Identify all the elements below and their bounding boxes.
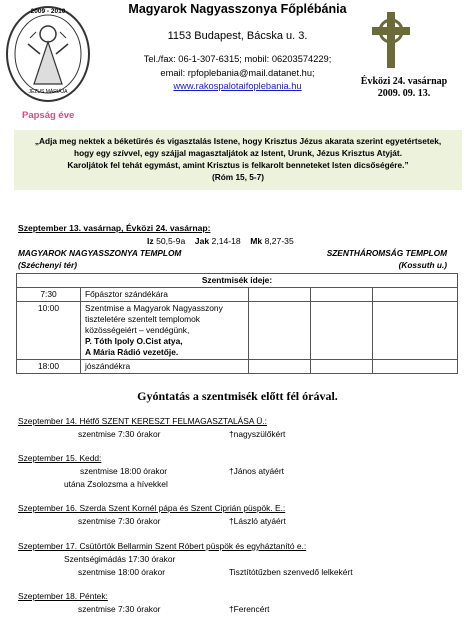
day-mass: szentmise 7:30 órakor bbox=[78, 429, 161, 439]
intention-line: tiszteletére szentelt templomok bbox=[85, 314, 200, 324]
table-row bbox=[17, 302, 458, 360]
church-left bbox=[18, 248, 181, 271]
reading-book: Jak bbox=[194, 236, 210, 246]
table-cell bbox=[311, 360, 373, 374]
day-mass: utána Zsolozsma a hívekkel bbox=[64, 479, 168, 489]
bulletin-date: 2009. 09. 13. bbox=[377, 88, 431, 99]
intention-line: Szentmise a Magyarok Nagyasszony bbox=[85, 303, 223, 313]
day-intention: †Ferencért bbox=[229, 604, 270, 614]
quote-box bbox=[14, 130, 462, 190]
readings bbox=[147, 236, 294, 246]
table-header: Szentmisék ideje: bbox=[17, 274, 458, 288]
day-mass: szentmise 18:00 órakor bbox=[80, 466, 168, 476]
church-left-name: MAGYAROK NAGYASSZONYA TEMPLOM bbox=[18, 248, 182, 258]
reading-ref: 8,27-35 bbox=[264, 236, 294, 246]
table-cell bbox=[373, 360, 458, 374]
liturgical-info bbox=[340, 76, 468, 100]
table-row bbox=[17, 360, 458, 374]
day-heading: Szeptember 14. Hétfő SZENT KERESZT FELMAGASZTALÁSA Ü.: bbox=[18, 416, 268, 426]
table-cell bbox=[373, 302, 458, 360]
day-intention: †János atyáért bbox=[229, 466, 284, 476]
table-cell bbox=[249, 360, 311, 374]
day-mass: szentmise 18:00 órakor bbox=[78, 567, 166, 577]
phone-text: Tel./fax: 06-1-307-6315; mobil: 06203574229; bbox=[143, 54, 332, 64]
parish-address: 1153 Budapest, Bácska u. 3. bbox=[167, 30, 308, 42]
table-header-row bbox=[17, 274, 458, 288]
day-heading: Szeptember 17. Csütörtök Bellarmin Szent Róbert püspök és egyháztanító e.: bbox=[18, 541, 307, 551]
table-cell bbox=[249, 288, 311, 302]
mass-schedule-table bbox=[16, 273, 458, 374]
mass-intention: jószándékra bbox=[81, 360, 249, 374]
reading-book: Iz bbox=[147, 236, 154, 246]
day-heading: Szeptember 15. Kedd: bbox=[18, 453, 102, 463]
day-mass: Szentségimádás 17:30 órakor bbox=[64, 554, 176, 564]
intention-line: közösségeiért – vendégünk, bbox=[85, 325, 190, 335]
table-row bbox=[17, 288, 458, 302]
day-heading: Szeptember 18. Péntek: bbox=[18, 591, 108, 601]
contact-block bbox=[100, 53, 375, 94]
day-intention: Tisztítótűzben szenvedő lelkekért bbox=[229, 567, 353, 577]
table-cell bbox=[249, 302, 311, 360]
mass-intention: Főpásztor szándékára bbox=[81, 288, 249, 302]
quote-line: „Adja meg nektek a béketűrés és vigasztalás Istene, hogy Krisztus Jézus akarata szerint egyetértsetek, bbox=[34, 136, 442, 146]
parish-title: Magyarok Nagyasszonya Főplébánia bbox=[128, 2, 347, 16]
table-cell bbox=[311, 302, 373, 360]
table-cell bbox=[311, 288, 373, 302]
table-cell bbox=[373, 288, 458, 302]
logo-motto: JÉZUS MÁRIÁJA bbox=[28, 89, 68, 95]
reading-ref: 50,5-9a bbox=[156, 236, 186, 246]
mass-time: 7:30 bbox=[17, 288, 81, 302]
mass-time: 18:00 bbox=[17, 360, 81, 374]
email-text: email: rpfoplebania@mail.datanet.hu; bbox=[160, 67, 315, 78]
quote-line: Karoljátok fel tehát egymást, amint Krisztus is felkarolt benneteket Isten dicsőségére.” bbox=[67, 160, 409, 170]
church-left-place: (Széchenyi tér) bbox=[18, 259, 78, 270]
liturgical-day: Évközi 24. vasárnap bbox=[360, 76, 448, 87]
church-right-name: SZENTHÁROMSÁG TEMPLOM bbox=[326, 248, 447, 258]
quote-reference: (Róm 15, 5-7) bbox=[211, 172, 265, 182]
day-heading: Szeptember 16. Szerda Szent Kornél pápa és Szent Ciprián püspök. E.: bbox=[18, 503, 286, 513]
quote-line: hogy egy szívvel, egy szájjal magasztaljátok az Istent, Urunk, Jézus Krisztus Atyját. bbox=[74, 148, 402, 158]
year-label: Papság éve bbox=[22, 110, 75, 121]
mass-time: 10:00 bbox=[17, 302, 81, 360]
confession-note: Gyóntatás a szentmisék előtt fél órával. bbox=[137, 389, 338, 403]
day-mass: szentmise 7:30 órakor bbox=[78, 516, 161, 526]
mass-intention bbox=[81, 302, 249, 360]
reading-ref: 2,14-18 bbox=[211, 236, 241, 246]
day-mass: szentmise 7:30 órakor bbox=[78, 604, 161, 614]
cross-icon bbox=[368, 10, 414, 70]
website-link[interactable]: www.rakospalotaifoplebania.hu bbox=[173, 81, 302, 91]
day-intention: †László atyáért bbox=[229, 516, 286, 526]
sunday-heading: Szeptember 13. vasárnap, Évközi 24. vasárnap: bbox=[18, 223, 211, 233]
logo-years: 2009 - 2010 bbox=[30, 8, 66, 15]
church-right bbox=[327, 248, 447, 271]
guest-role: A Mária Rádió vezetője. bbox=[85, 347, 179, 357]
reading-book: Mk bbox=[250, 236, 263, 246]
day-intention: †nagyszülőkért bbox=[229, 429, 286, 439]
church-right-place: (Kossuth u.) bbox=[398, 259, 447, 270]
guest-name: P. Tóth Ipoly O.Cist atya, bbox=[85, 336, 183, 346]
